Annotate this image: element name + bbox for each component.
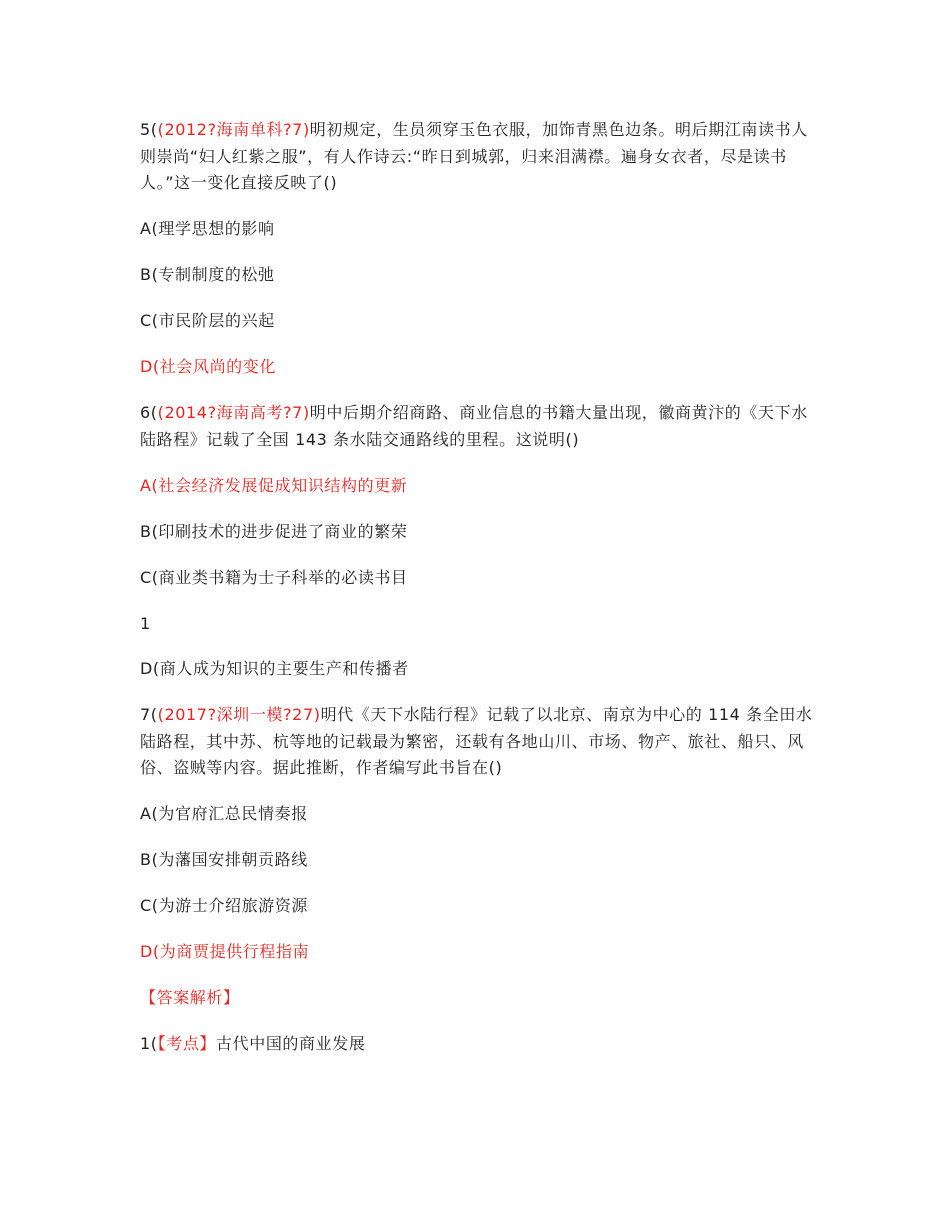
q6-option-a-correct: A(社会经济发展促成知识结构的更新 — [140, 475, 408, 495]
question-6-stem — [140, 400, 820, 453]
question-source: (2017?深圳一模?27) — [157, 705, 321, 724]
q5-option-d-correct: D(社会风尚的变化 — [140, 357, 276, 376]
answer-heading: 【答案解析】 — [140, 988, 240, 1007]
question-5-stem — [140, 117, 820, 197]
q6-option-d: D(商人成为知识的主要生产和传播者 — [140, 659, 409, 678]
question-source: (2014?海南高考?7) — [157, 403, 310, 422]
q7-option-d-correct: D(为商贾提供行程指南 — [140, 942, 310, 961]
q6-option-c: C(商业类书籍为士子科举的必读书目 — [140, 567, 408, 587]
document-page — [140, 117, 820, 1077]
q7-option-a: A(为官府汇总民情奏报 — [140, 804, 308, 823]
question-7-stem — [140, 702, 820, 782]
page-number: 1 — [140, 613, 151, 633]
q5-option-a: A(理学思想的影响 — [140, 219, 275, 238]
q6-option-b: B(印刷技术的进步促进了商业的繁荣 — [140, 521, 408, 541]
q5-option-c: C(市民阶层的兴起 — [140, 311, 275, 330]
q7-option-b: B(为藩国安排朝贡路线 — [140, 850, 308, 869]
analysis-text: 古代中国的商业发展 — [216, 1034, 366, 1053]
question-text: 明中后期介绍商路、商业信息的书籍大量出现，徽商黄汴的《天下水陆路程》记载了全国 143 条水陆交通路线的里程。这说明() — [140, 403, 808, 449]
analysis-item-1 — [140, 1031, 820, 1058]
q7-option-c: C(为游士介绍旅游资源 — [140, 896, 309, 915]
question-number: 6( — [140, 403, 158, 422]
question-text: 明代《天下水陆行程》记载了以北京、南京为中心的 114 条全田水陆路程，其中苏、杭等地的记载最为繁密，还载有各地山川、市场、物产、旅社、船只、风俗、盗贼等内容。据此推断，作者编写此书旨在() — [140, 705, 813, 777]
question-number: 5( — [140, 120, 158, 139]
question-source: (2012?海南单科?7) — [157, 120, 310, 139]
question-number: 7( — [140, 705, 158, 724]
analysis-number: 1( — [140, 1034, 158, 1053]
analysis-tag: 【考点】 — [157, 1034, 217, 1053]
question-text: 明初规定，生员须穿玉色衣服，加饰青黑色边条。明后期江南读书人则崇尚“妇人红紫之服”，有人作诗云:“昨日到城郭，归来泪满襟。遍身女衣者，尽是读书人。”这一变化直接反映了() — [140, 120, 808, 192]
q5-option-b: B(专制制度的松弛 — [140, 265, 275, 284]
